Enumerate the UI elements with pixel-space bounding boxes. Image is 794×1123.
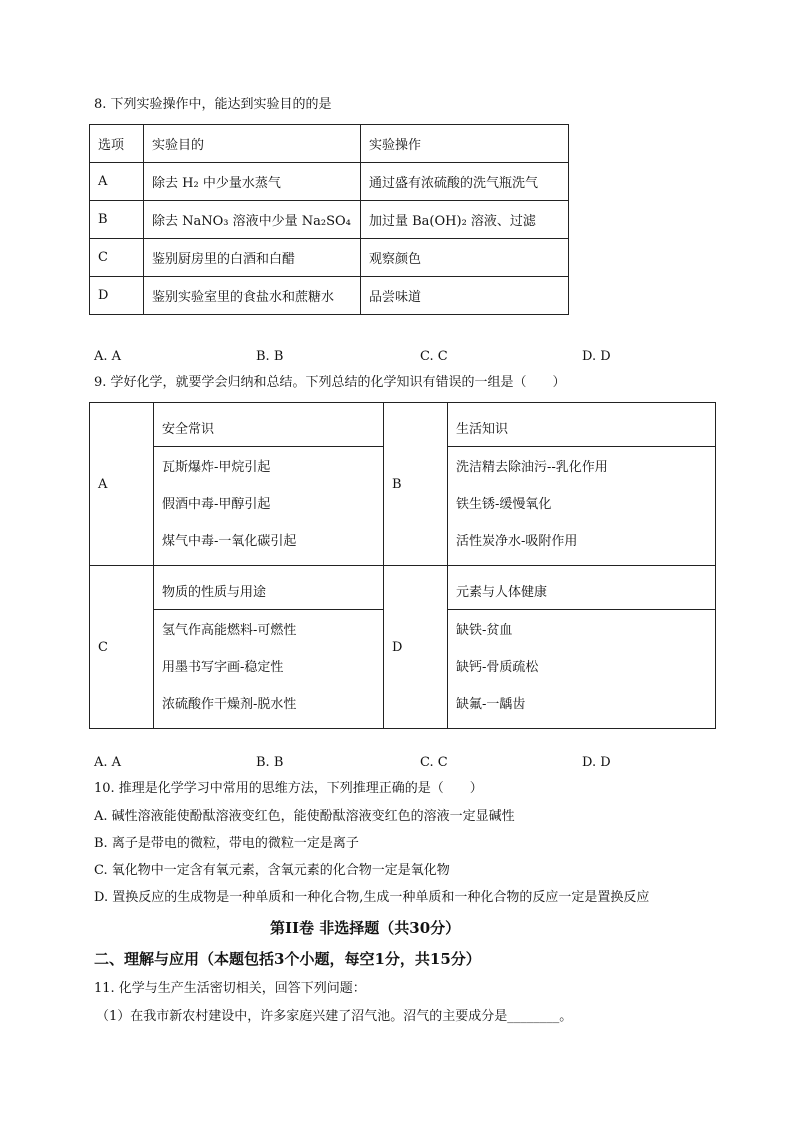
choice-d[interactable]: D. D [582,349,611,364]
row-option: B [90,201,144,239]
group-c-item: 氢气作高能燃料-可燃性 [162,623,297,638]
group-d-label: D [384,566,448,729]
group-a-item: 假酒中毒-甲醇引起 [162,497,271,512]
row-goal: 鉴别厨房里的白酒和白醋 [144,239,361,277]
group-c-label: C [90,566,154,729]
table-row [90,403,716,566]
group-a-cell [154,403,384,566]
q8-table [89,124,569,315]
group-d-title: 元素与人体健康 [448,573,715,610]
row-option: A [90,163,144,201]
header-option: 选项 [90,125,144,163]
table-row [90,239,569,277]
row-goal: 除去 H₂ 中少量水蒸气 [144,163,361,201]
group-d-item: 缺氟-一龋齿 [456,697,526,712]
row-option: D [90,277,144,315]
group-b-item: 铁生锈-缓慢氧化 [456,497,552,512]
header-goal: 实验目的 [144,125,361,163]
q9-table [89,402,716,729]
group-a-label: A [90,403,154,566]
group-b-title: 生活知识 [448,410,715,447]
section-title: 二、理解与应用（本题包括3个小题，每空1分，共15分） [94,950,481,968]
group-b-label: B [384,403,448,566]
q8-choices [94,349,634,367]
row-operation: 加过量 Ba(OH)₂ 溶液、过滤 [361,201,569,239]
header-operation: 实验操作 [361,125,569,163]
choice-d[interactable]: D. D [582,755,611,770]
group-d-item: 缺铁-贫血 [456,623,513,638]
group-b-item: 活性炭净水-吸附作用 [456,534,578,549]
group-b-item: 洗洁精去除油污--乳化作用 [456,460,608,475]
q10-stem: 10. 推理是化学学习中常用的思维方法，下列推理正确的是（ ） [94,781,483,796]
group-a-item: 煤气中毒-一氧化碳引起 [162,534,297,549]
table-header-row [90,125,569,163]
q8-stem: 8. 下列实验操作中，能达到实验目的的是 [94,97,332,112]
q10-option-c[interactable]: C. 氧化物中一定含有氧元素，含氧元素的化合物一定是氧化物 [94,863,450,878]
table-row [90,277,569,315]
row-operation: 通过盛有浓硫酸的洗气瓶洗气 [361,163,569,201]
row-goal: 除去 NaNO₃ 溶液中少量 Na₂SO₄ [144,201,361,239]
choice-b[interactable]: B. B [256,349,284,364]
group-d-item: 缺钙-骨质疏松 [456,660,539,675]
group-c-item: 浓硫酸作干燥剂-脱水性 [162,697,297,712]
q9-choices [94,755,634,773]
choice-a[interactable]: A. A [94,349,122,364]
row-goal: 鉴别实验室里的食盐水和蔗糖水 [144,277,361,315]
group-a-title: 安全常识 [154,410,383,447]
group-c-title: 物质的性质与用途 [154,573,383,610]
choice-b[interactable]: B. B [256,755,284,770]
group-b-cell [448,403,716,566]
group-c-item: 用墨书写字画-稳定性 [162,660,284,675]
q10-option-b[interactable]: B. 离子是带电的微粒，带电的微粒一定是离子 [94,836,359,851]
group-a-item: 瓦斯爆炸-甲烷引起 [162,460,271,475]
group-d-cell [448,566,716,729]
table-row [90,566,716,729]
choice-a[interactable]: A. A [94,755,122,770]
group-c-cell [154,566,384,729]
choice-c[interactable]: C. C [420,755,448,770]
part2-title: 第II卷 非选择题（共30分） [270,919,461,937]
table-row [90,201,569,239]
q10-option-d[interactable]: D. 置换反应的生成物是一种单质和一种化合物,生成一种单质和一种化合物的反应一定是置换反应 [94,890,650,905]
q11-stem: 11. 化学与生产生活密切相关，回答下列问题： [94,981,366,996]
row-operation: 观察颜色 [361,239,569,277]
choice-c[interactable]: C. C [420,349,448,364]
q11-sub1: （1）在我市新农村建设中，许多家庭兴建了沼气池。沼气的主要成分是________。 [96,1009,573,1024]
q10-option-a[interactable]: A. 碱性溶液能使酚酞溶液变红色，能使酚酞溶液变红色的溶液一定显碱性 [94,809,515,824]
table-row [90,163,569,201]
row-option: C [90,239,144,277]
row-operation: 品尝味道 [361,277,569,315]
q9-stem: 9. 学好化学，就要学会归纳和总结。下列总结的化学知识有错误的一组是（ ） [94,375,566,390]
